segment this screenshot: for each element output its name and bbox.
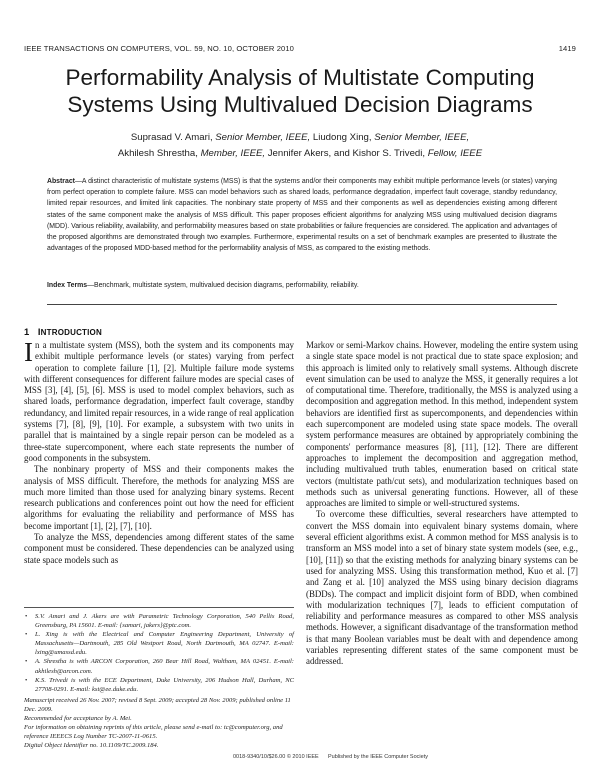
copyright-line: 0018-9340/10/$26.00 © 2010 IEEE — [233, 754, 319, 760]
section-heading — [24, 326, 102, 337]
index-terms — [47, 280, 557, 291]
running-header — [24, 44, 576, 53]
abstract-divider — [47, 304, 557, 305]
affiliation-item: • S.V. Amari and J. Akers are with Parametric Technology Corporation, 540 Pellis Road, Greensburg, PA 15601. E-mail: {samari, jakers}@ptc.com. — [35, 612, 294, 630]
publisher-line: Published by the IEEE Computer Society — [328, 754, 428, 760]
section-title-rest: NTRODUCTION — [40, 328, 102, 337]
right-column — [306, 340, 578, 668]
paragraph — [24, 337, 294, 464]
section-number: 1 — [24, 326, 30, 337]
author-role: Fellow, IEEE — [427, 148, 483, 159]
paragraph: To overcome these difficulties, several researchers have attempted to convert the MSS domain into equivalent binary systems domain, where several efficient algorithms exist. A common method for MSS analysis is to transform an MSS model into a set of binary state system models (see, e.g., [10], [11]) so that the existing methods for analyzing binary systems can be used for analyzing MSS. Using this transformation method, Kuo et al. [7] and Zang et al. [10] analyzed the MSS using binary decision diagrams (BDDs). The compact and implicit disjoint form of BDD, when combined with modularization techniques [7], leads to efficient computation of reliability and performance measures as compared to other MSS analysis methods. However, a significant disadvantage of the transformation method is that many Boolean variables must be dealt with and dependence among variables representing different states of the same component must be addressed. — [306, 509, 578, 667]
reprint-info: For information on obtaining reprints of this article, please send e-mail to: tc@computer.org, and reference IEEECS Log Number TC-2007-11-0615. — [24, 724, 283, 741]
paragraph-text: n a multistate system (MSS), both the system and its components may exhibit multiple performance levels (or states) varying from perfect operation to complete failure [1], [2]. Multiple failure mode systems with different consequences for different failure modes are special cases of MSS [3], [4], [5], [6]. MSS is used to model complex behaviors, such as shared loads, performance degradation, imperfect fault coverage, standby redundancy, and limited repair resources, in a wide range of real application systems [7], [8], [9], [10]. For example, a subsystem with two units in parallel that is maintained by a single repair person can be modeled as a three-state supercomponent, where each state represents the number of good components in the subsystem. — [24, 340, 294, 463]
paragraph: Markov or semi-Markov chains. However, modeling the entire system using a single state space model is not practical due to state space explosion; and this approach is limited only to relatively small systems. Although discrete event simulation can be used to analyze the MSS, it generally requires a lot of computational time. Therefore, traditionally, the MSS is analyzed using a decomposition and aggregation method. In this method, independent system behaviors are identified first as supercomponents, and dependencies within each supercomponent are modeled using state space models. The overall system performance measures are obtained by appropriately combining the components' performance measures [8], [11], [12]. There are different approaches to implement the decomposition and aggregation method, including multivalued truth tables, enumeration based on critical state vectors (multistate path/cut sets), and modularization techniques based on methods such as universal generating functions. However, all of these approaches are limited to simple or well-structured systems. — [306, 340, 578, 509]
paragraph: To analyze the MSS, dependencies among different states of the same component must be considered. These dependencies can be analyzed using state space models such as — [24, 532, 294, 565]
author-role: Senior Member, IEEE, — [374, 132, 470, 143]
drop-cap: I — [24, 337, 33, 367]
recommended-by: Recommended for acceptance by A. Mei. — [24, 715, 132, 723]
author-list — [40, 130, 560, 162]
affiliation-list — [24, 612, 294, 694]
index-terms-label: Index Terms — [47, 282, 88, 289]
page-number: 1419 — [558, 44, 576, 53]
author-role: Senior Member, IEEE, — [215, 132, 311, 143]
footnotes — [24, 612, 294, 750]
journal-info: IEEE TRANSACTIONS ON COMPUTERS, VOL. 59, NO. 10, OCTOBER 2010 — [24, 44, 294, 53]
abstract-text: —A distinct characteristic of multistate systems (MSS) is that the systems and/or their components may exhibit multiple performance levels (or states) varying from perfect operation to complete failure. MSS can model behaviors such as shared loads, performance degradation, imperfect fault coverage, standby redundancy, limited repair resources, and limited link capacities. The nonbinary state property of MSS and their components as well as dependencies existing among different states of the same component make the analysis of MSS difficult. This paper proposes efficient algorithms for analyzing MSS using multivalued decision diagrams (MDD). Various reliability, availability, and performability measures based on state probabilities or failure frequencies are considered. The application and advantages of the proposed algorithms are demonstrated through two examples. Furthermore, experimental results on a set of benchmark examples are presented to illustrate the advantages of the proposed MDD-based method for the performability analysis of MSS, as compared to the existing methods. — [47, 178, 557, 253]
author-line-1 — [40, 130, 560, 146]
manuscript-info: Manuscript received 26 Nov. 2007; revised 8 Sept. 2009; accepted 28 Nov. 2009; published online 11 Dec. 2009. — [24, 696, 291, 713]
affiliation-item: • K.S. Trivedi is with the ECE Department, Duke University, 206 Hudson Hall, Durham, NC 27708-0291. E-mail: kst@ee.duke.edu. — [35, 676, 294, 694]
author-name: Akhilesh Shrestha, — [117, 148, 201, 159]
author-name: Suprasad V. Amari, — [130, 132, 216, 143]
author-name: Jennifer Akers, and Kishor S. Trivedi, — [265, 148, 428, 159]
paragraph: The nonbinary property of MSS and their components makes the analysis of MSS difficult. Therefore, the methods for analyzing MSS are much more limited than those used for analyzing binary systems. Recent research publications and conferences point out how the need for efficient algorithms for evaluating the reliability and performance of MSS has become important [1], [2], [7], [10]. — [24, 464, 294, 531]
affiliation-item: • L. Xing is with the Electrical and Computer Engineering Department, University of Massachusetts—Dartmouth, 285 Old Westport Road, North Dartmouth, MA 02747. E-mail: lxing@umassd.edu. — [35, 630, 294, 657]
footnote-divider — [24, 607, 294, 608]
author-role: Member, IEEE, — [200, 148, 266, 159]
doi: Digital Object Identifier no. 10.1109/TC.2009.184. — [24, 742, 159, 750]
author-name: Liudong Xing, — [310, 132, 375, 143]
affiliation-item: • A. Shrestha is with ARCON Corporation, 260 Bear Hill Road, Waltham, MA 02451. E-mail: akhilesh@arcon.com. — [35, 657, 294, 675]
section-title-initial: I — [37, 326, 41, 337]
author-line-2 — [40, 146, 560, 162]
abstract — [47, 176, 557, 254]
abstract-label: Abstract — [47, 178, 75, 185]
paper-title: Performability Analysis of Multistate Computing Systems Using Multivalued Decision Diagrams — [65, 65, 535, 117]
left-column — [24, 337, 294, 566]
index-terms-text: —Benchmark, multistate system, multivalued decision diagrams, performability, reliability. — [87, 282, 359, 289]
